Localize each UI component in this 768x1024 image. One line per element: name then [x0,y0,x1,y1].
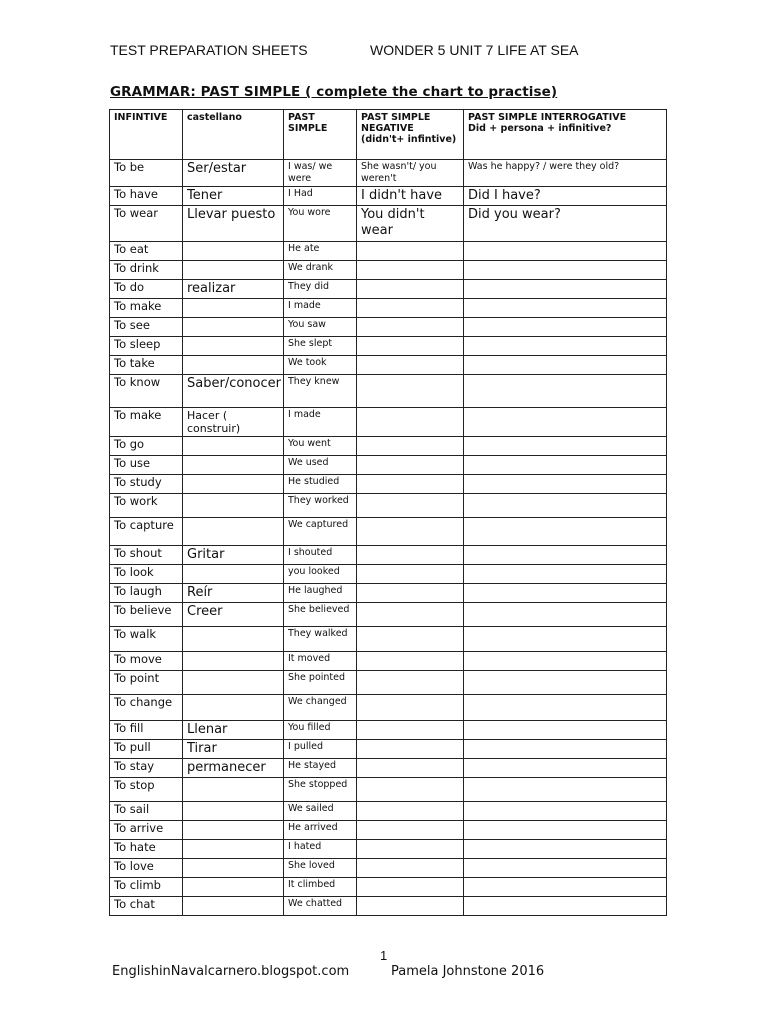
past-simple-cell: I hated [284,840,357,859]
infinitive-cell: To see [110,318,183,337]
interrogative-cell [464,280,667,299]
interrogative-cell [464,721,667,740]
negative-cell [357,518,464,546]
interrogative-cell: Did you wear? [464,206,667,242]
infinitive-cell: To be [110,160,183,187]
negative-cell [357,280,464,299]
infinitive-cell: To know [110,375,183,408]
negative-cell [357,740,464,759]
negative-cell [357,408,464,437]
negative-cell: She wasn't/ you weren't [357,160,464,187]
negative-cell [357,456,464,475]
negative-cell [357,802,464,821]
castellano-cell: Llevar puesto [183,206,284,242]
castellano-cell [183,475,284,494]
negative-cell [357,337,464,356]
infinitive-cell: To stay [110,759,183,778]
castellano-cell [183,878,284,897]
past-simple-cell: You filled [284,721,357,740]
interrogative-cell [464,584,667,603]
past-simple-cell: She slept [284,337,357,356]
past-simple-cell: They did [284,280,357,299]
infinitive-cell: To capture [110,518,183,546]
interrogative-cell [464,821,667,840]
past-simple-cell: It moved [284,652,357,671]
interrogative-cell [464,565,667,584]
negative-cell [357,878,464,897]
infinitive-cell: To love [110,859,183,878]
negative-cell [357,356,464,375]
past-simple-cell: He arrived [284,821,357,840]
infinitive-cell: To sleep [110,337,183,356]
castellano-cell [183,627,284,652]
castellano-cell [183,671,284,695]
past-simple-cell: They knew [284,375,357,408]
castellano-cell [183,337,284,356]
castellano-cell [183,821,284,840]
infinitive-cell: To walk [110,627,183,652]
table-header-row [110,110,667,160]
infinitive-cell: To drink [110,261,183,280]
negative-cell [357,475,464,494]
past-simple-cell: We took [284,356,357,375]
castellano-cell [183,318,284,337]
table-row [110,375,667,408]
castellano-cell [183,299,284,318]
past-simple-cell: She stopped [284,778,357,802]
page-number: 1 [380,948,388,963]
table-row [110,437,667,456]
table-row [110,356,667,375]
interrogative-cell [464,299,667,318]
table-row [110,897,667,916]
table-row [110,494,667,518]
table-row [110,206,667,242]
interrogative-cell [464,475,667,494]
interrogative-cell [464,337,667,356]
past-simple-cell: I made [284,408,357,437]
interrogative-cell [464,627,667,652]
table-row [110,299,667,318]
negative-cell [357,778,464,802]
interrogative-cell [464,408,667,437]
negative-cell [357,261,464,280]
past-simple-cell: We sailed [284,802,357,821]
interrogative-cell [464,518,667,546]
past-simple-cell: I shouted [284,546,357,565]
castellano-cell: Hacer ( construir) [183,408,284,437]
infinitive-cell: To make [110,408,183,437]
header-left: TEST PREPARATION SHEETS [110,42,308,58]
negative-cell [357,652,464,671]
past-simple-cell: We captured [284,518,357,546]
castellano-cell: Saber/conocer [183,375,284,408]
past-simple-cell: We changed [284,695,357,721]
interrogative-cell [464,437,667,456]
past-simple-cell: I Had [284,187,357,206]
infinitive-cell: To change [110,695,183,721]
past-simple-cell: It climbed [284,878,357,897]
interrogative-cell: Was he happy? / were they old? [464,160,667,187]
table-row [110,546,667,565]
negative-cell [357,375,464,408]
interrogative-cell [464,242,667,261]
past-simple-cell: You saw [284,318,357,337]
footer-author: Pamela Johnstone 2016 [391,964,545,979]
table-row [110,821,667,840]
infinitive-cell: To eat [110,242,183,261]
infinitive-cell: To look [110,565,183,584]
table-row [110,627,667,652]
negative-cell [357,437,464,456]
col-header-past-simple: PAST SIMPLE [284,110,357,160]
infinitive-cell: To stop [110,778,183,802]
interrogative-cell [464,740,667,759]
past-simple-cell: We chatted [284,897,357,916]
infinitive-cell: To climb [110,878,183,897]
infinitive-cell: To use [110,456,183,475]
table-row [110,408,667,437]
table-row [110,565,667,584]
past-simple-cell: He ate [284,242,357,261]
table-row [110,603,667,627]
castellano-cell: Ser/estar [183,160,284,187]
negative-cell [357,859,464,878]
col-header-interrogative: PAST SIMPLE INTERROGATIVE Did + persona + infinitive? [464,110,667,160]
table-row [110,160,667,187]
castellano-cell [183,437,284,456]
past-simple-cell: He stayed [284,759,357,778]
negative-cell [357,671,464,695]
past-simple-cell: They worked [284,494,357,518]
interrogative-cell [464,652,667,671]
table-row [110,878,667,897]
negative-cell [357,821,464,840]
past-simple-cell: you looked [284,565,357,584]
past-simple-cell: I was/ we were [284,160,357,187]
page-footer [112,964,545,979]
negative-cell [357,565,464,584]
table-row [110,261,667,280]
infinitive-cell: To study [110,475,183,494]
past-simple-cell: He laughed [284,584,357,603]
interrogative-cell [464,261,667,280]
table-row [110,584,667,603]
table-row [110,518,667,546]
castellano-cell [183,859,284,878]
interrogative-cell [464,494,667,518]
col-header-castellano: castellano [183,110,284,160]
past-simple-cell: She believed [284,603,357,627]
interrogative-cell [464,375,667,408]
infinitive-cell: To wear [110,206,183,242]
past-simple-cell: We used [284,456,357,475]
infinitive-cell: To have [110,187,183,206]
castellano-cell: permanecer [183,759,284,778]
negative-cell [357,584,464,603]
negative-cell [357,695,464,721]
interrogative-cell [464,318,667,337]
table-row [110,456,667,475]
page-title: GRAMMAR: PAST SIMPLE ( complete the chart to practise) [110,84,558,100]
castellano-cell [183,261,284,280]
table-row [110,187,667,206]
table-row [110,695,667,721]
infinitive-cell: To point [110,671,183,695]
castellano-cell [183,456,284,475]
negative-cell [357,603,464,627]
infinitive-cell: To move [110,652,183,671]
infinitive-cell: To sail [110,802,183,821]
past-simple-cell: They walked [284,627,357,652]
castellano-cell [183,897,284,916]
negative-cell [357,759,464,778]
castellano-cell: Tener [183,187,284,206]
col-header-infinitive: INFINTIVE [110,110,183,160]
interrogative-cell [464,778,667,802]
infinitive-cell: To fill [110,721,183,740]
table-row [110,318,667,337]
interrogative-cell [464,356,667,375]
castellano-cell [183,565,284,584]
interrogative-cell [464,859,667,878]
past-simple-cell: She pointed [284,671,357,695]
castellano-cell: Gritar [183,546,284,565]
past-simple-cell: You went [284,437,357,456]
infinitive-cell: To believe [110,603,183,627]
table-row [110,652,667,671]
interrogative-cell [464,603,667,627]
negative-cell [357,546,464,565]
table-row [110,721,667,740]
col-header-negative: PAST SIMPLE NEGATIVE (didn't+ infintive) [357,110,464,160]
past-simple-cell: I pulled [284,740,357,759]
interrogative-cell [464,897,667,916]
table-row [110,759,667,778]
castellano-cell [183,356,284,375]
infinitive-cell: To laugh [110,584,183,603]
table-row [110,740,667,759]
table-row [110,671,667,695]
interrogative-cell [464,671,667,695]
negative-cell [357,627,464,652]
table-row [110,859,667,878]
negative-cell [357,494,464,518]
castellano-cell: Reír [183,584,284,603]
interrogative-cell [464,840,667,859]
castellano-cell [183,652,284,671]
interrogative-cell [464,546,667,565]
table-row [110,242,667,261]
negative-cell [357,721,464,740]
infinitive-cell: To arrive [110,821,183,840]
castellano-cell: Tirar [183,740,284,759]
past-simple-cell: We drank [284,261,357,280]
infinitive-cell: To go [110,437,183,456]
infinitive-cell: To hate [110,840,183,859]
negative-cell: I didn't have [357,187,464,206]
footer-site: EnglishinNavalcarnero.blogspot.com [112,964,350,979]
castellano-cell: realizar [183,280,284,299]
castellano-cell [183,494,284,518]
table-row [110,778,667,802]
table-row [110,280,667,299]
castellano-cell [183,518,284,546]
castellano-cell [183,840,284,859]
infinitive-cell: To pull [110,740,183,759]
interrogative-cell [464,695,667,721]
negative-cell [357,840,464,859]
castellano-cell [183,695,284,721]
castellano-cell: Llenar [183,721,284,740]
interrogative-cell [464,878,667,897]
negative-cell [357,242,464,261]
negative-cell: You didn't wear [357,206,464,242]
negative-cell [357,318,464,337]
negative-cell [357,897,464,916]
infinitive-cell: To make [110,299,183,318]
castellano-cell [183,802,284,821]
verb-table [109,109,667,916]
past-simple-cell: She loved [284,859,357,878]
table-row [110,802,667,821]
interrogative-cell: Did I have? [464,187,667,206]
infinitive-cell: To chat [110,897,183,916]
castellano-cell: Creer [183,603,284,627]
past-simple-cell: I made [284,299,357,318]
interrogative-cell [464,759,667,778]
castellano-cell [183,778,284,802]
table-row [110,840,667,859]
interrogative-cell [464,802,667,821]
infinitive-cell: To take [110,356,183,375]
infinitive-cell: To work [110,494,183,518]
header-right: WONDER 5 UNIT 7 LIFE AT SEA [370,42,579,58]
past-simple-cell: You wore [284,206,357,242]
interrogative-cell [464,456,667,475]
infinitive-cell: To do [110,280,183,299]
castellano-cell [183,242,284,261]
infinitive-cell: To shout [110,546,183,565]
past-simple-cell: He studied [284,475,357,494]
table-row [110,475,667,494]
table-row [110,337,667,356]
negative-cell [357,299,464,318]
